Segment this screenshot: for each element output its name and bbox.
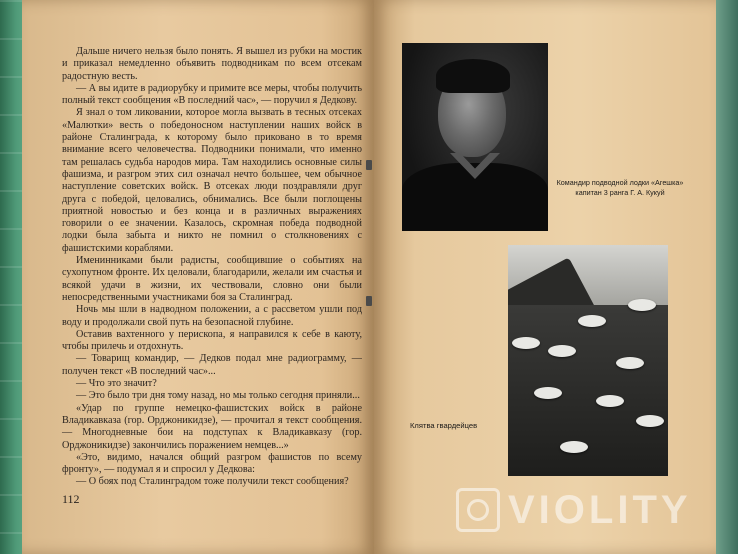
guardsmen-oath-photo [508, 245, 668, 476]
paragraph: — Что это значит? [76, 378, 157, 390]
paragraph: — Это было три дня тому назад, но мы только сегодня приняли... [76, 390, 360, 402]
photo-caption: Клятва гвардейцев [410, 421, 478, 430]
commander-portrait-photo [402, 43, 548, 231]
paragraph: — О боях под Сталинградом тоже получили текст сообщения? [76, 476, 349, 488]
paragraph: Оставив вахтенного у перископа, я направился к себе в каюту, чтобы прилечь и отдохнуть. [62, 328, 362, 353]
paragraph: Ночь мы шли в надводном положении, а с рассветом ушли под воду и продолжали свой путь на безопасной глубине. [62, 304, 362, 328]
page-number: 112 [62, 492, 80, 506]
left-page-text [62, 46, 362, 489]
binding-staple [366, 296, 372, 306]
paragraph: Именинниками были радисты, сообщившие о событиях на сухопутном фронте. Их целовали, благодарили, желали им счастья и всякой удачи в жизни, их чествовали, словно они были непосредственными участниками боя за Сталинград. [62, 255, 362, 303]
violity-watermark [456, 484, 718, 536]
paragraph: Дальше ничего нельзя было понять. Я вышел из рубки на мостик и приказал немедленно объявить подводникам по всем отсекам радостную весть. [62, 46, 362, 82]
cover-edge-right [716, 0, 738, 554]
binding-staple [366, 160, 372, 170]
portrait-caption: Командир подводной лодки «Агешка» капитан 3 ранга Г. А. Кукуй [556, 178, 684, 197]
paragraph: «Удар по группе немецко-фашистских войск в районе Владикавказа (гор. Орджоникидзе), — прочитал я текст сообщения. — Многодневные бои на подступах к Владикавказу (гор. Орджоникидзе) закончились поражением немцев...» [62, 402, 362, 451]
watermark-text: VIOLITY [508, 487, 692, 532]
paragraph: Я знал о том ликовании, которое могла вызвать в тесных отсеках «Малютки» весть о победоносном наступлении наших войск в районе Сталинграда, к которому было приковано в то время внимание всего человечества. Подводники понимали, что именно там решалась судьба народов мира. Там находились основные силы фашизма, и разгром этих сил означал нечто большее, чем обычное наступление советских войск. В отсеках люди поздравляли друг друга с победой, целовались, обнимались. Все были поглощены приятной новостью и без конца и в различных выражениях говорили о ее значении. Казалось, скромная победа подводной лодки была забыта и никто не помнил о столкновениях с фашистскими кораблями. [62, 107, 362, 254]
paragraph: — Товарищ командир, — Дедков подал мне радиограмму, — получен текст «В последний час»... [62, 353, 362, 377]
paragraph: «Это, видимо, начался общий разгром фашистов по всему фронту», — подумал я и спросил у Дедкова: [62, 451, 362, 476]
violity-logo-icon [456, 488, 500, 532]
paragraph: — А вы идите в радиорубку и примите все меры, чтобы получить полный текст сообщения «В последний час», — поручил я Дедкову. [62, 82, 362, 107]
